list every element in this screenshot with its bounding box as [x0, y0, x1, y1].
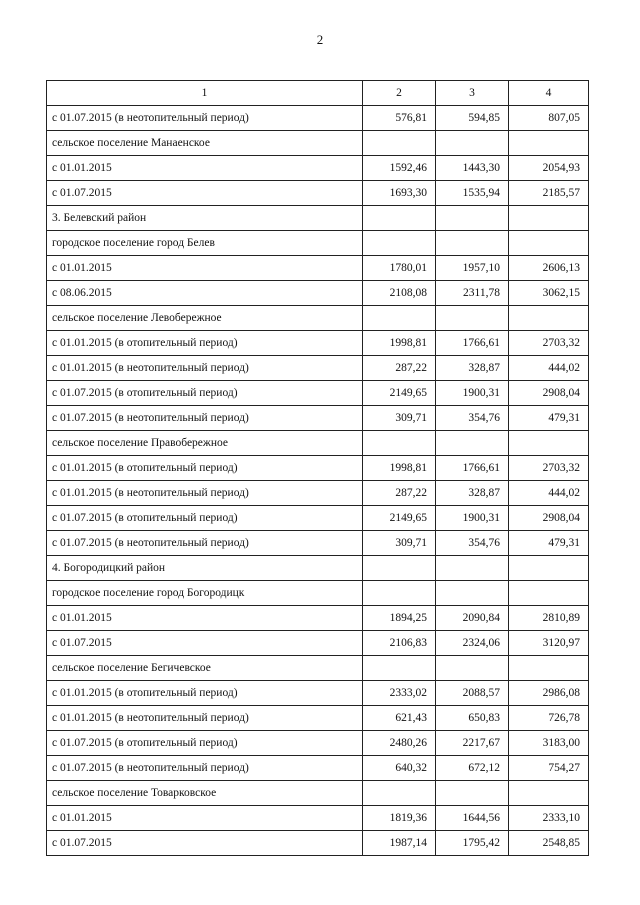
value-cell: 3120,97	[509, 631, 589, 656]
value-cell: 1592,46	[363, 156, 436, 181]
table-row	[47, 156, 589, 181]
row-label-cell: с 01.07.2015 (в отопительный период)	[47, 731, 363, 756]
column-header: 4	[509, 81, 589, 106]
value-cell	[436, 556, 509, 581]
value-cell: 444,02	[509, 356, 589, 381]
value-cell	[436, 656, 509, 681]
value-cell	[363, 231, 436, 256]
value-cell: 1957,10	[436, 256, 509, 281]
value-cell: 1693,30	[363, 181, 436, 206]
page-number: 2	[316, 32, 324, 47]
value-cell: 2810,89	[509, 606, 589, 631]
value-cell: 2088,57	[436, 681, 509, 706]
row-label-cell: с 01.07.2015	[47, 631, 363, 656]
row-label-cell: с 01.07.2015 (в неотопительный период)	[47, 756, 363, 781]
value-cell: 1900,31	[436, 506, 509, 531]
value-cell	[363, 431, 436, 456]
value-cell	[363, 206, 436, 231]
value-cell: 2480,26	[363, 731, 436, 756]
row-label-cell: с 01.01.2015 (в неотопительный период)	[47, 356, 363, 381]
row-label-cell: сельское поселение Бегичевское	[47, 656, 363, 681]
table-row	[47, 331, 589, 356]
table-row	[47, 731, 589, 756]
value-cell: 309,71	[363, 531, 436, 556]
value-cell	[509, 556, 589, 581]
table-row	[47, 556, 589, 581]
row-label-cell: сельское поселение Правобережное	[47, 431, 363, 456]
value-cell: 754,27	[509, 756, 589, 781]
value-cell: 726,78	[509, 706, 589, 731]
row-label-cell: 3. Белевский район	[47, 206, 363, 231]
table-row	[47, 131, 589, 156]
value-cell: 1900,31	[436, 381, 509, 406]
table-row	[47, 806, 589, 831]
value-cell: 3183,00	[509, 731, 589, 756]
row-label-cell: с 01.07.2015 (в отопительный период)	[47, 381, 363, 406]
value-cell	[436, 431, 509, 456]
table-row	[47, 506, 589, 531]
value-cell: 1998,81	[363, 331, 436, 356]
value-cell: 444,02	[509, 481, 589, 506]
table-row	[47, 706, 589, 731]
column-header: 1	[47, 81, 363, 106]
value-cell: 1644,56	[436, 806, 509, 831]
value-cell: 594,85	[436, 106, 509, 131]
table-row	[47, 406, 589, 431]
table-row	[47, 606, 589, 631]
table-row	[47, 581, 589, 606]
value-cell: 2149,65	[363, 381, 436, 406]
column-header: 2	[363, 81, 436, 106]
value-cell: 287,22	[363, 356, 436, 381]
value-cell: 650,83	[436, 706, 509, 731]
table-body	[47, 106, 589, 856]
row-label-cell: сельское поселение Манаенское	[47, 131, 363, 156]
value-cell: 1443,30	[436, 156, 509, 181]
value-cell: 807,05	[509, 106, 589, 131]
row-label-cell: городское поселение город Богородицк	[47, 581, 363, 606]
value-cell	[436, 206, 509, 231]
row-label-cell: с 01.07.2015 (в отопительный период)	[47, 506, 363, 531]
value-cell: 2548,85	[509, 831, 589, 856]
row-label-cell: с 01.01.2015 (в отопительный период)	[47, 456, 363, 481]
value-cell	[509, 781, 589, 806]
value-cell: 1987,14	[363, 831, 436, 856]
table-row	[47, 281, 589, 306]
table-row	[47, 681, 589, 706]
table-row	[47, 306, 589, 331]
value-cell	[363, 656, 436, 681]
row-label-cell: с 01.01.2015 (в отопительный период)	[47, 331, 363, 356]
value-cell: 1894,25	[363, 606, 436, 631]
row-label-cell: сельское поселение Товарковское	[47, 781, 363, 806]
value-cell: 2703,32	[509, 456, 589, 481]
value-cell: 2333,10	[509, 806, 589, 831]
table-row	[47, 456, 589, 481]
value-cell	[509, 131, 589, 156]
value-cell: 2149,65	[363, 506, 436, 531]
value-cell: 2606,13	[509, 256, 589, 281]
row-label-cell: с 01.07.2015	[47, 181, 363, 206]
table-row	[47, 656, 589, 681]
table-row	[47, 256, 589, 281]
value-cell: 2106,83	[363, 631, 436, 656]
value-cell	[509, 231, 589, 256]
value-cell	[363, 781, 436, 806]
value-cell: 2311,78	[436, 281, 509, 306]
value-cell: 2703,32	[509, 331, 589, 356]
value-cell: 576,81	[363, 106, 436, 131]
value-cell: 2908,04	[509, 381, 589, 406]
row-label-cell: с 01.01.2015	[47, 256, 363, 281]
value-cell: 2090,84	[436, 606, 509, 631]
column-header: 3	[436, 81, 509, 106]
row-label-cell: с 01.07.2015 (в неотопительный период)	[47, 531, 363, 556]
value-cell	[509, 581, 589, 606]
table-header-row	[47, 81, 589, 106]
value-cell: 2324,06	[436, 631, 509, 656]
value-cell: 672,12	[436, 756, 509, 781]
tariff-table	[46, 80, 589, 856]
value-cell: 1795,42	[436, 831, 509, 856]
value-cell	[436, 781, 509, 806]
row-label-cell: с 01.07.2015 (в неотопительный период)	[47, 406, 363, 431]
value-cell	[509, 656, 589, 681]
value-cell: 640,32	[363, 756, 436, 781]
table-row	[47, 206, 589, 231]
row-label-cell: городское поселение город Белев	[47, 231, 363, 256]
table-row	[47, 181, 589, 206]
value-cell	[363, 556, 436, 581]
table-row	[47, 756, 589, 781]
table-row	[47, 356, 589, 381]
value-cell: 1998,81	[363, 456, 436, 481]
value-cell: 2908,04	[509, 506, 589, 531]
row-label-cell: с 01.01.2015 (в отопительный период)	[47, 681, 363, 706]
value-cell: 1819,36	[363, 806, 436, 831]
value-cell: 1780,01	[363, 256, 436, 281]
value-cell	[363, 306, 436, 331]
value-cell: 1766,61	[436, 331, 509, 356]
value-cell: 621,43	[363, 706, 436, 731]
row-label-cell: сельское поселение Левобережное	[47, 306, 363, 331]
value-cell: 309,71	[363, 406, 436, 431]
value-cell: 479,31	[509, 531, 589, 556]
value-cell	[363, 131, 436, 156]
value-cell: 354,76	[436, 531, 509, 556]
table-row	[47, 231, 589, 256]
table-row	[47, 781, 589, 806]
value-cell: 328,87	[436, 481, 509, 506]
value-cell: 1535,94	[436, 181, 509, 206]
row-label-cell: с 08.06.2015	[47, 281, 363, 306]
value-cell: 2986,08	[509, 681, 589, 706]
row-label-cell: с 01.07.2015 (в неотопительный период)	[47, 106, 363, 131]
table-row	[47, 481, 589, 506]
value-cell	[436, 306, 509, 331]
row-label-cell: с 01.01.2015 (в неотопительный период)	[47, 481, 363, 506]
value-cell: 2333,02	[363, 681, 436, 706]
value-cell: 2217,67	[436, 731, 509, 756]
table-row	[47, 106, 589, 131]
value-cell: 1766,61	[436, 456, 509, 481]
row-label-cell: с 01.07.2015	[47, 831, 363, 856]
row-label-cell: с 01.01.2015 (в неотопительный период)	[47, 706, 363, 731]
value-cell: 2108,08	[363, 281, 436, 306]
value-cell	[363, 581, 436, 606]
table-row	[47, 531, 589, 556]
value-cell: 479,31	[509, 406, 589, 431]
value-cell: 354,76	[436, 406, 509, 431]
table-row	[47, 631, 589, 656]
table-row	[47, 381, 589, 406]
value-cell	[509, 206, 589, 231]
value-cell	[436, 231, 509, 256]
value-cell	[509, 431, 589, 456]
table-row	[47, 431, 589, 456]
row-label-cell: с 01.01.2015	[47, 806, 363, 831]
value-cell	[436, 131, 509, 156]
value-cell: 2185,57	[509, 181, 589, 206]
value-cell: 2054,93	[509, 156, 589, 181]
table-row	[47, 831, 589, 856]
value-cell: 328,87	[436, 356, 509, 381]
value-cell	[436, 581, 509, 606]
value-cell: 3062,15	[509, 281, 589, 306]
row-label-cell: 4. Богородицкий район	[47, 556, 363, 581]
row-label-cell: с 01.01.2015	[47, 606, 363, 631]
row-label-cell: с 01.01.2015	[47, 156, 363, 181]
value-cell	[509, 306, 589, 331]
value-cell: 287,22	[363, 481, 436, 506]
